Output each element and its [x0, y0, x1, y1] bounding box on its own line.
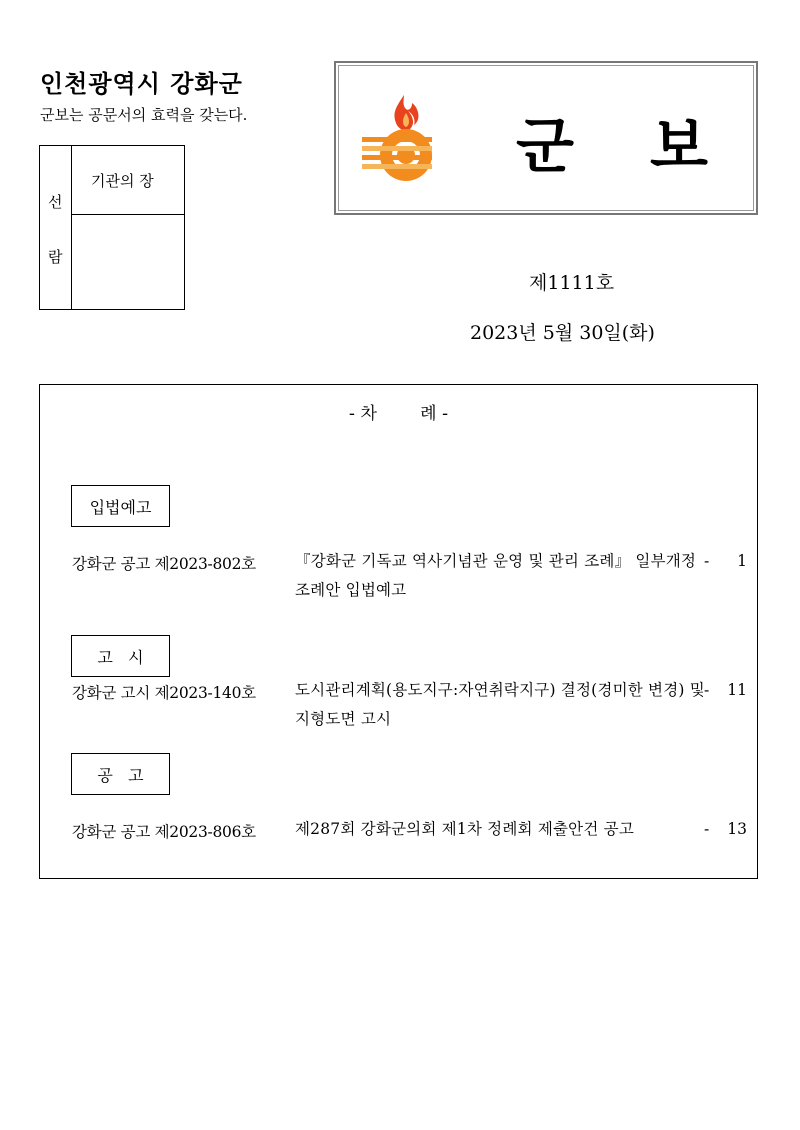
entry-title[interactable]: 제287회 강화군의회 제1차 정례회 제출안건 공고	[295, 820, 634, 838]
entry-dash: -	[704, 681, 710, 699]
entry-id[interactable]: 강화군 공고 제2023-806호	[72, 823, 256, 841]
entry-dash: -	[704, 552, 710, 570]
ganghwa-emblem-icon	[360, 93, 452, 183]
gazette-logo-box	[334, 61, 758, 215]
entry-page-number[interactable]: 1	[737, 552, 747, 570]
entry-page-number[interactable]: 11	[727, 681, 747, 699]
entry-title[interactable]: 『강화군 기독교 역사기념관 운영 및 관리 조례』 일부개정 조례안 입법예고	[295, 552, 697, 599]
section-header-public-notice: 고 시	[71, 635, 170, 677]
section-header-legislation-notice: 입법예고	[71, 485, 170, 527]
approval-head-label: 기관의 장	[91, 172, 154, 190]
entry-dash: -	[704, 820, 710, 838]
city-title: 인천광역시 강화군	[40, 70, 243, 98]
approval-box	[39, 145, 185, 310]
table-of-contents	[39, 384, 758, 879]
entry-title[interactable]: 도시관리계획(용도지구:자연취락지구) 결정(경미한 변경) 및 지형도면 고시	[295, 681, 705, 728]
approval-label-1: 선	[48, 193, 63, 211]
issue-date: 2023년 5월 30일(화)	[470, 322, 655, 344]
logo-char-2: 보	[650, 112, 708, 182]
section-header-announcement: 공 고	[71, 753, 170, 795]
approval-label-2: 람	[48, 248, 63, 266]
toc-title: - 차 례 -	[348, 404, 449, 424]
entry-id[interactable]: 강화군 공고 제2023-802호	[72, 555, 256, 573]
gazette-subtitle: 군보는 공문서의 효력을 갖는다.	[40, 106, 248, 124]
issue-number: 제1111호	[529, 272, 615, 294]
logo-char-1: 군	[516, 112, 574, 182]
approval-side-column	[40, 146, 72, 309]
entry-page-number[interactable]: 13	[727, 820, 747, 838]
approval-head-cell	[71, 146, 184, 215]
entry-id[interactable]: 강화군 고시 제2023-140호	[72, 684, 256, 702]
